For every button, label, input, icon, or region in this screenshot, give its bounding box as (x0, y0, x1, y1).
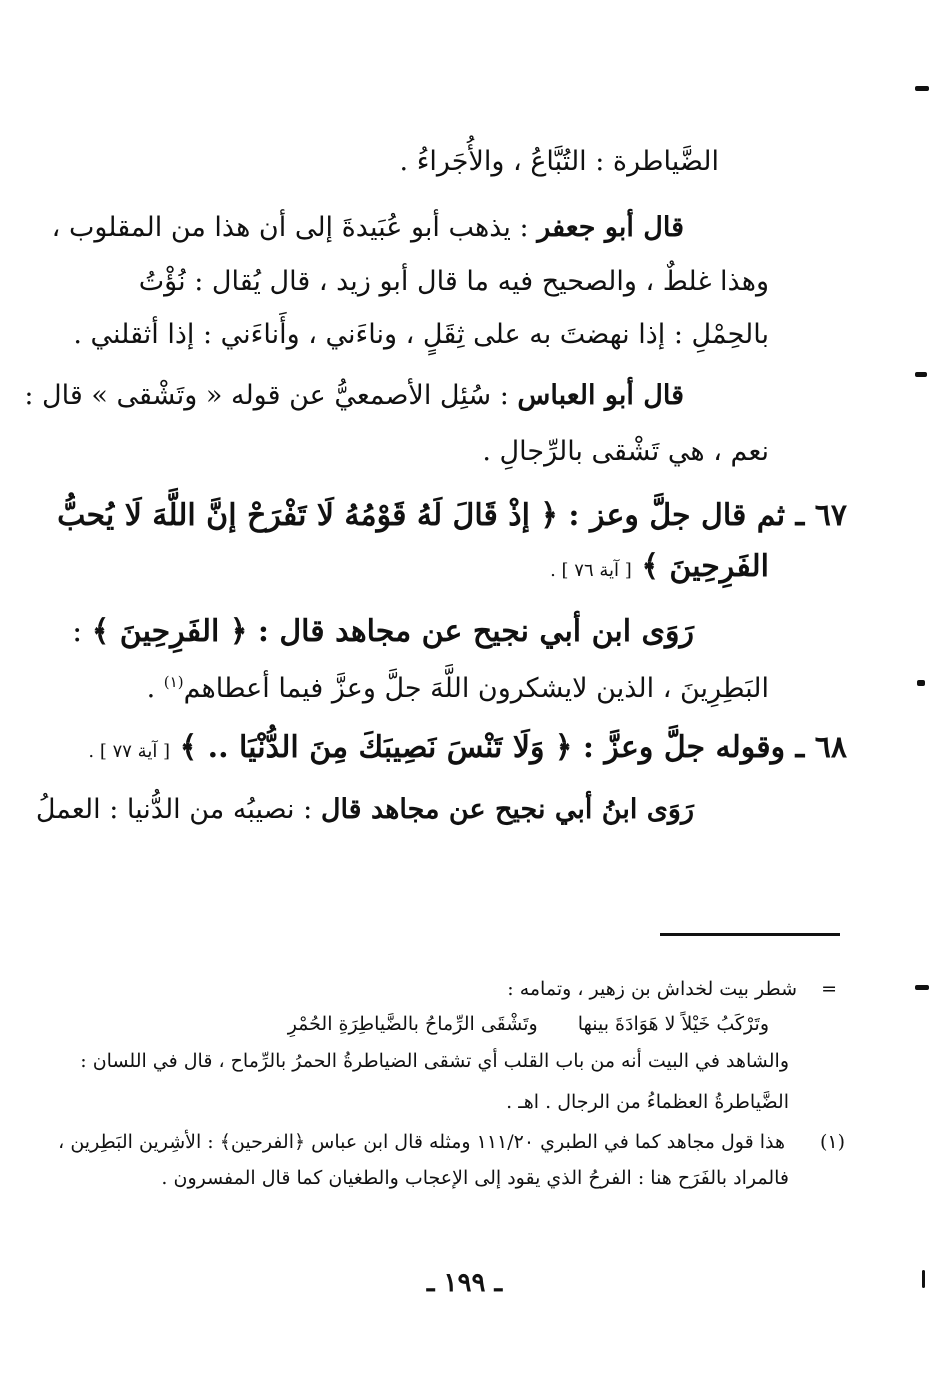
footnote-line: (١)هذا قول مجاهد كما في الطبري ١١١/٢٠ ومثله قال ابن عباس ﴿الفرحين﴾ : الأشِرين البَطِرين ، (0, 1128, 929, 1156)
footnote-line: فالمراد بالفَرَح هنا : الفرحُ الذي يقود إلى الإعجاب والطغيان كما قال المفسرون . (161, 1167, 789, 1189)
footnote-line: والشاهد في البيت أنه من باب القلب أي تشقى الضياطرةُ الحمرُ بالرِّماح ، قال في اللسان : (80, 1050, 789, 1072)
speaker-label: قال أبو العباس (517, 380, 684, 411)
footnote-ref: (١) (163, 673, 184, 691)
text-line: البَطِرِينَ ، الذين لايشكرون اللَّهَ جلَّ وعزَّ فيما أعطاهم$^{(١)}$ . (146, 673, 769, 704)
text-line: الضَّياطرة : التُبَّاعُ ، والأُجَراءُ . (399, 146, 719, 177)
continuation-mark: = (821, 978, 837, 1000)
text-line: الفَرِحِينَ ﴾ [ آية ٧٦ ] . (550, 549, 769, 584)
margin-mark (915, 86, 929, 91)
footnote-line: الضَّياطرةُ العظماءُ من الرجال . اهـ . (506, 1091, 789, 1113)
text-line: رَوَى ابن أبي نجيح عن مجاهد قال : ﴿ الفَرِحِينَ ﴾ : (72, 614, 694, 649)
text-line: وهذا غلطٌ ، والصحيح فيه ما قال أبو زيد ، قال يُقال : نُؤْتُ (138, 266, 769, 297)
text-line: نعم ، هي تَشْقى بالرِّجالِ . (482, 436, 769, 467)
text-line: قال أبو جعفر : يذهب أبو عُبَيدةَ إلى أن هذا من المقلوب ، (51, 212, 684, 243)
footnote-poem: وتَرْكَبُ خَيْلاً لا هَوَادَةَ بينهاوتَشْقَى الرِّماحُ بالضَّياطِرَةِ الحُمْرِ (287, 1013, 769, 1035)
verse-reference: [ آية ٧٦ ] . (550, 560, 632, 581)
verse-reference: [ آية ٧٧ ] . (88, 741, 171, 762)
footnote-number: (١) (819, 1131, 845, 1153)
text-line: بالحِمْلِ : إذا نهضتَ به على ثِقَلٍ ، وناءَني ، وأَناءَني : إذا أثقلني . (73, 319, 769, 350)
verse-heading: ٦٧ ـ ثم قال جلَّ وعز : ﴿ إذْ قَالَ لَهُ قَوْمُهُ لَا تَفْرَحْ إنَّ اللَّهَ لَا يُحبُّ (57, 498, 847, 533)
speaker-label: قال أبو جعفر (537, 212, 684, 243)
page-number: ـ ١٩٩ ـ (426, 1268, 503, 1298)
footnote-line: =شطر بيت لخداش بن زهير ، وتمامه : (0, 975, 929, 1003)
text-line: قال أبو العباس : سُئِل الأصمعيُّ عن قوله « وتَشْقى » قال : (24, 380, 684, 411)
footnote-separator (660, 933, 840, 936)
text-line: رَوَى ابنُ أبي نجيح عن مجاهد قال : نصيبُه من الدُّنيا : العملُ (35, 794, 694, 825)
verse-heading: ٦٨ ـ وقوله جلَّ وعزَّ : ﴿ وَلَا تَنْسَ نَصِيبَكَ مِنَ الدُّنْيَا .. ﴾ [ آية ٧٧ ] . (88, 730, 847, 765)
